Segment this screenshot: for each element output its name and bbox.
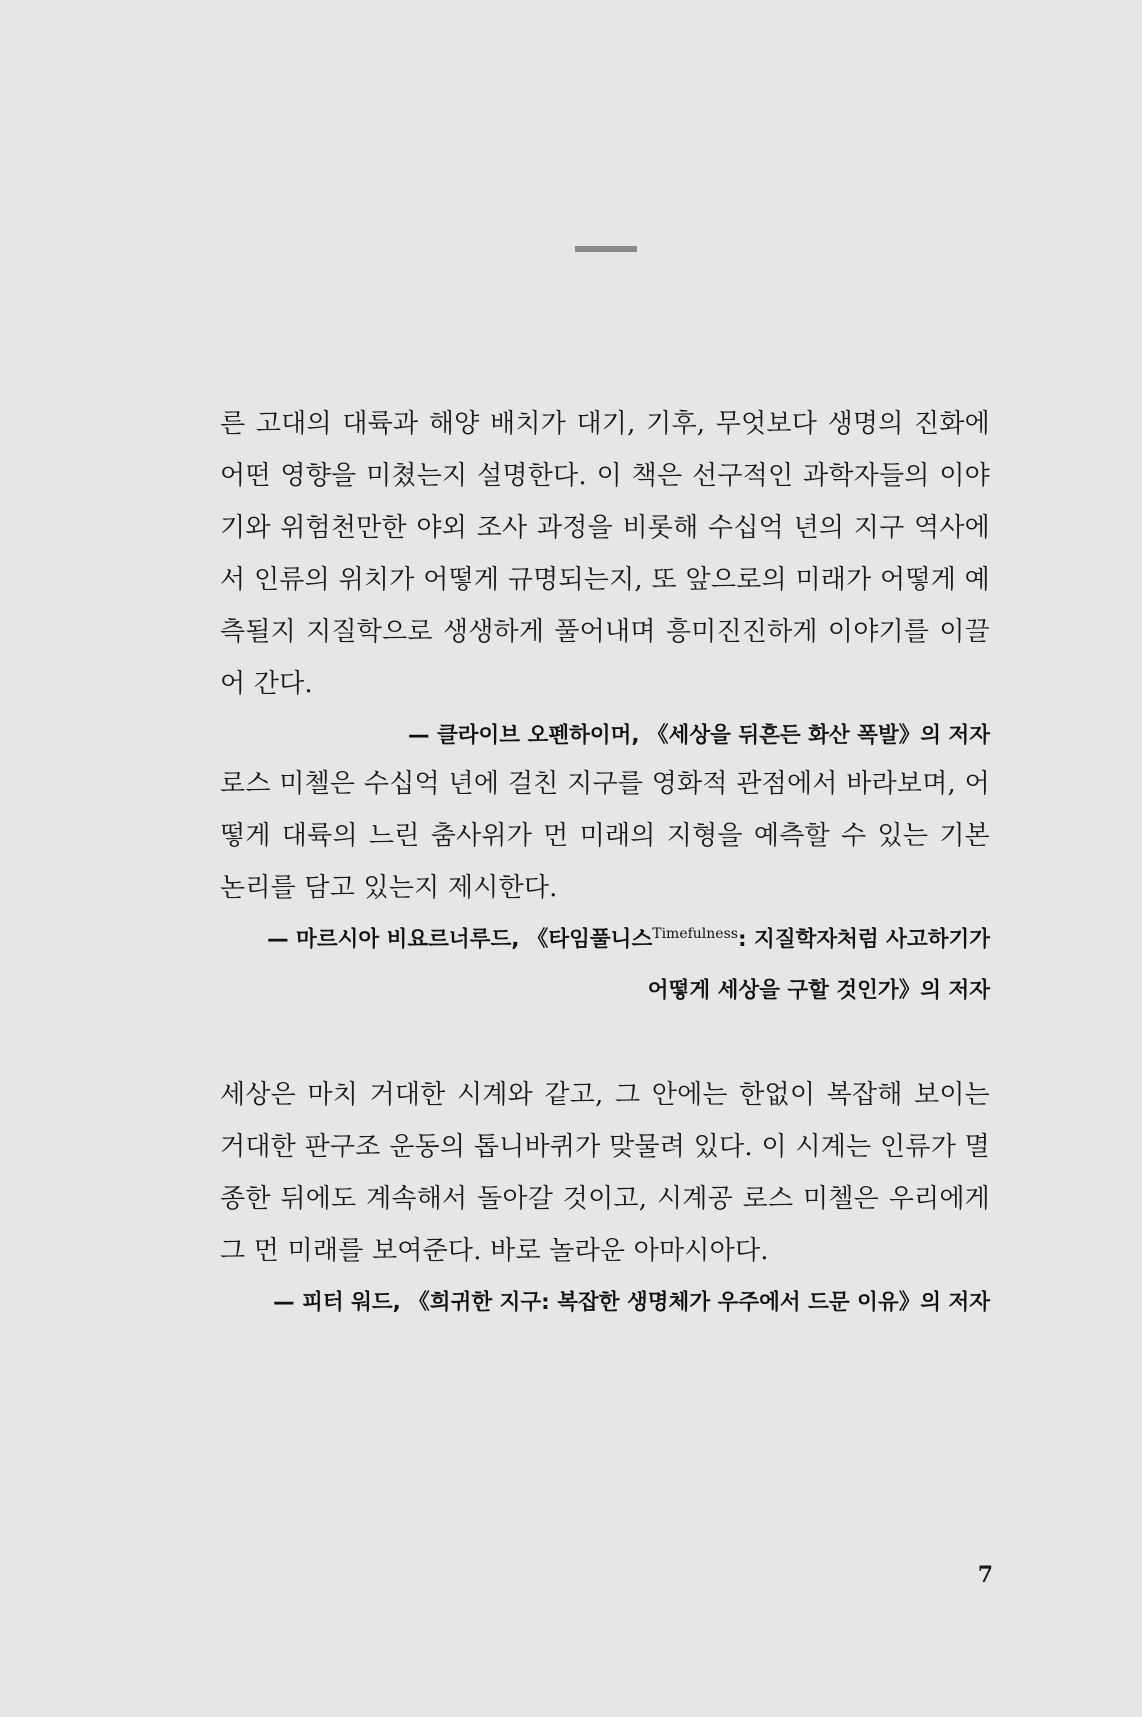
attribution-line1-end: : 지질학자처럼 사고하기가 (737, 927, 990, 952)
quote-block-ward (220, 1069, 990, 1328)
attribution-superscript: Timefulness (652, 926, 738, 942)
quote-text: 로스 미첼은 수십억 년에 걸친 지구를 영화적 관점에서 바라보며, 어떻게 대륙의 느린 춤사위가 먼 미래의 지형을 예측할 수 있는 기본 논리를 담고 있는지 제시한다. (220, 769, 990, 903)
quote-attribution (220, 914, 990, 1016)
attribution-line1-start: — 마르시아 비요르너루드, 《타임풀니스 (267, 927, 653, 952)
quote-attribution: — 클라이브 오펜하이머, 《세상을 뒤흔든 화산 폭발》의 저자 (408, 723, 990, 748)
quote-attribution: — 피터 워드, 《희귀한 지구: 복잡한 생명체가 우주에서 드문 이유》의 저자 (273, 1290, 990, 1315)
quote-block-bjornerud (220, 758, 990, 1016)
top-divider-rule (575, 246, 637, 252)
attribution-line2: 어떻게 세상을 구할 것인가》의 저자 (647, 978, 990, 1003)
quote-text: 세상은 마치 거대한 시계와 같고, 그 안에는 한없이 복잡해 보이는 거대한 판구조 운동의 톱니바퀴가 맞물려 있다. 이 시계는 인류가 멸종한 뒤에도 계속해서 돌아갈 것이고, 시계공 로스 미첼은 우리에게 그 먼 미래를 보여준다. 바로 놀라운 아마시아다. (220, 1080, 990, 1266)
page-number: 7 (977, 1562, 993, 1588)
quote-block-oppenheimer (220, 398, 990, 761)
quote-text: 른 고대의 대륙과 해양 배치가 대기, 기후, 무엇보다 생명의 진화에 어떤 영향을 미쳤는지 설명한다. 이 책은 선구적인 과학자들의 이야기와 위험천만한 야외 조사 과정을 비롯해 수십억 년의 지구 역사에서 인류의 위치가 어떻게 규명되는지, 또 앞으로의 미래가 어떻게 예측될지 지질학으로 생생하게 풀어내며 흥미진진하게 이야기를 이끌어 간다. (220, 409, 990, 699)
